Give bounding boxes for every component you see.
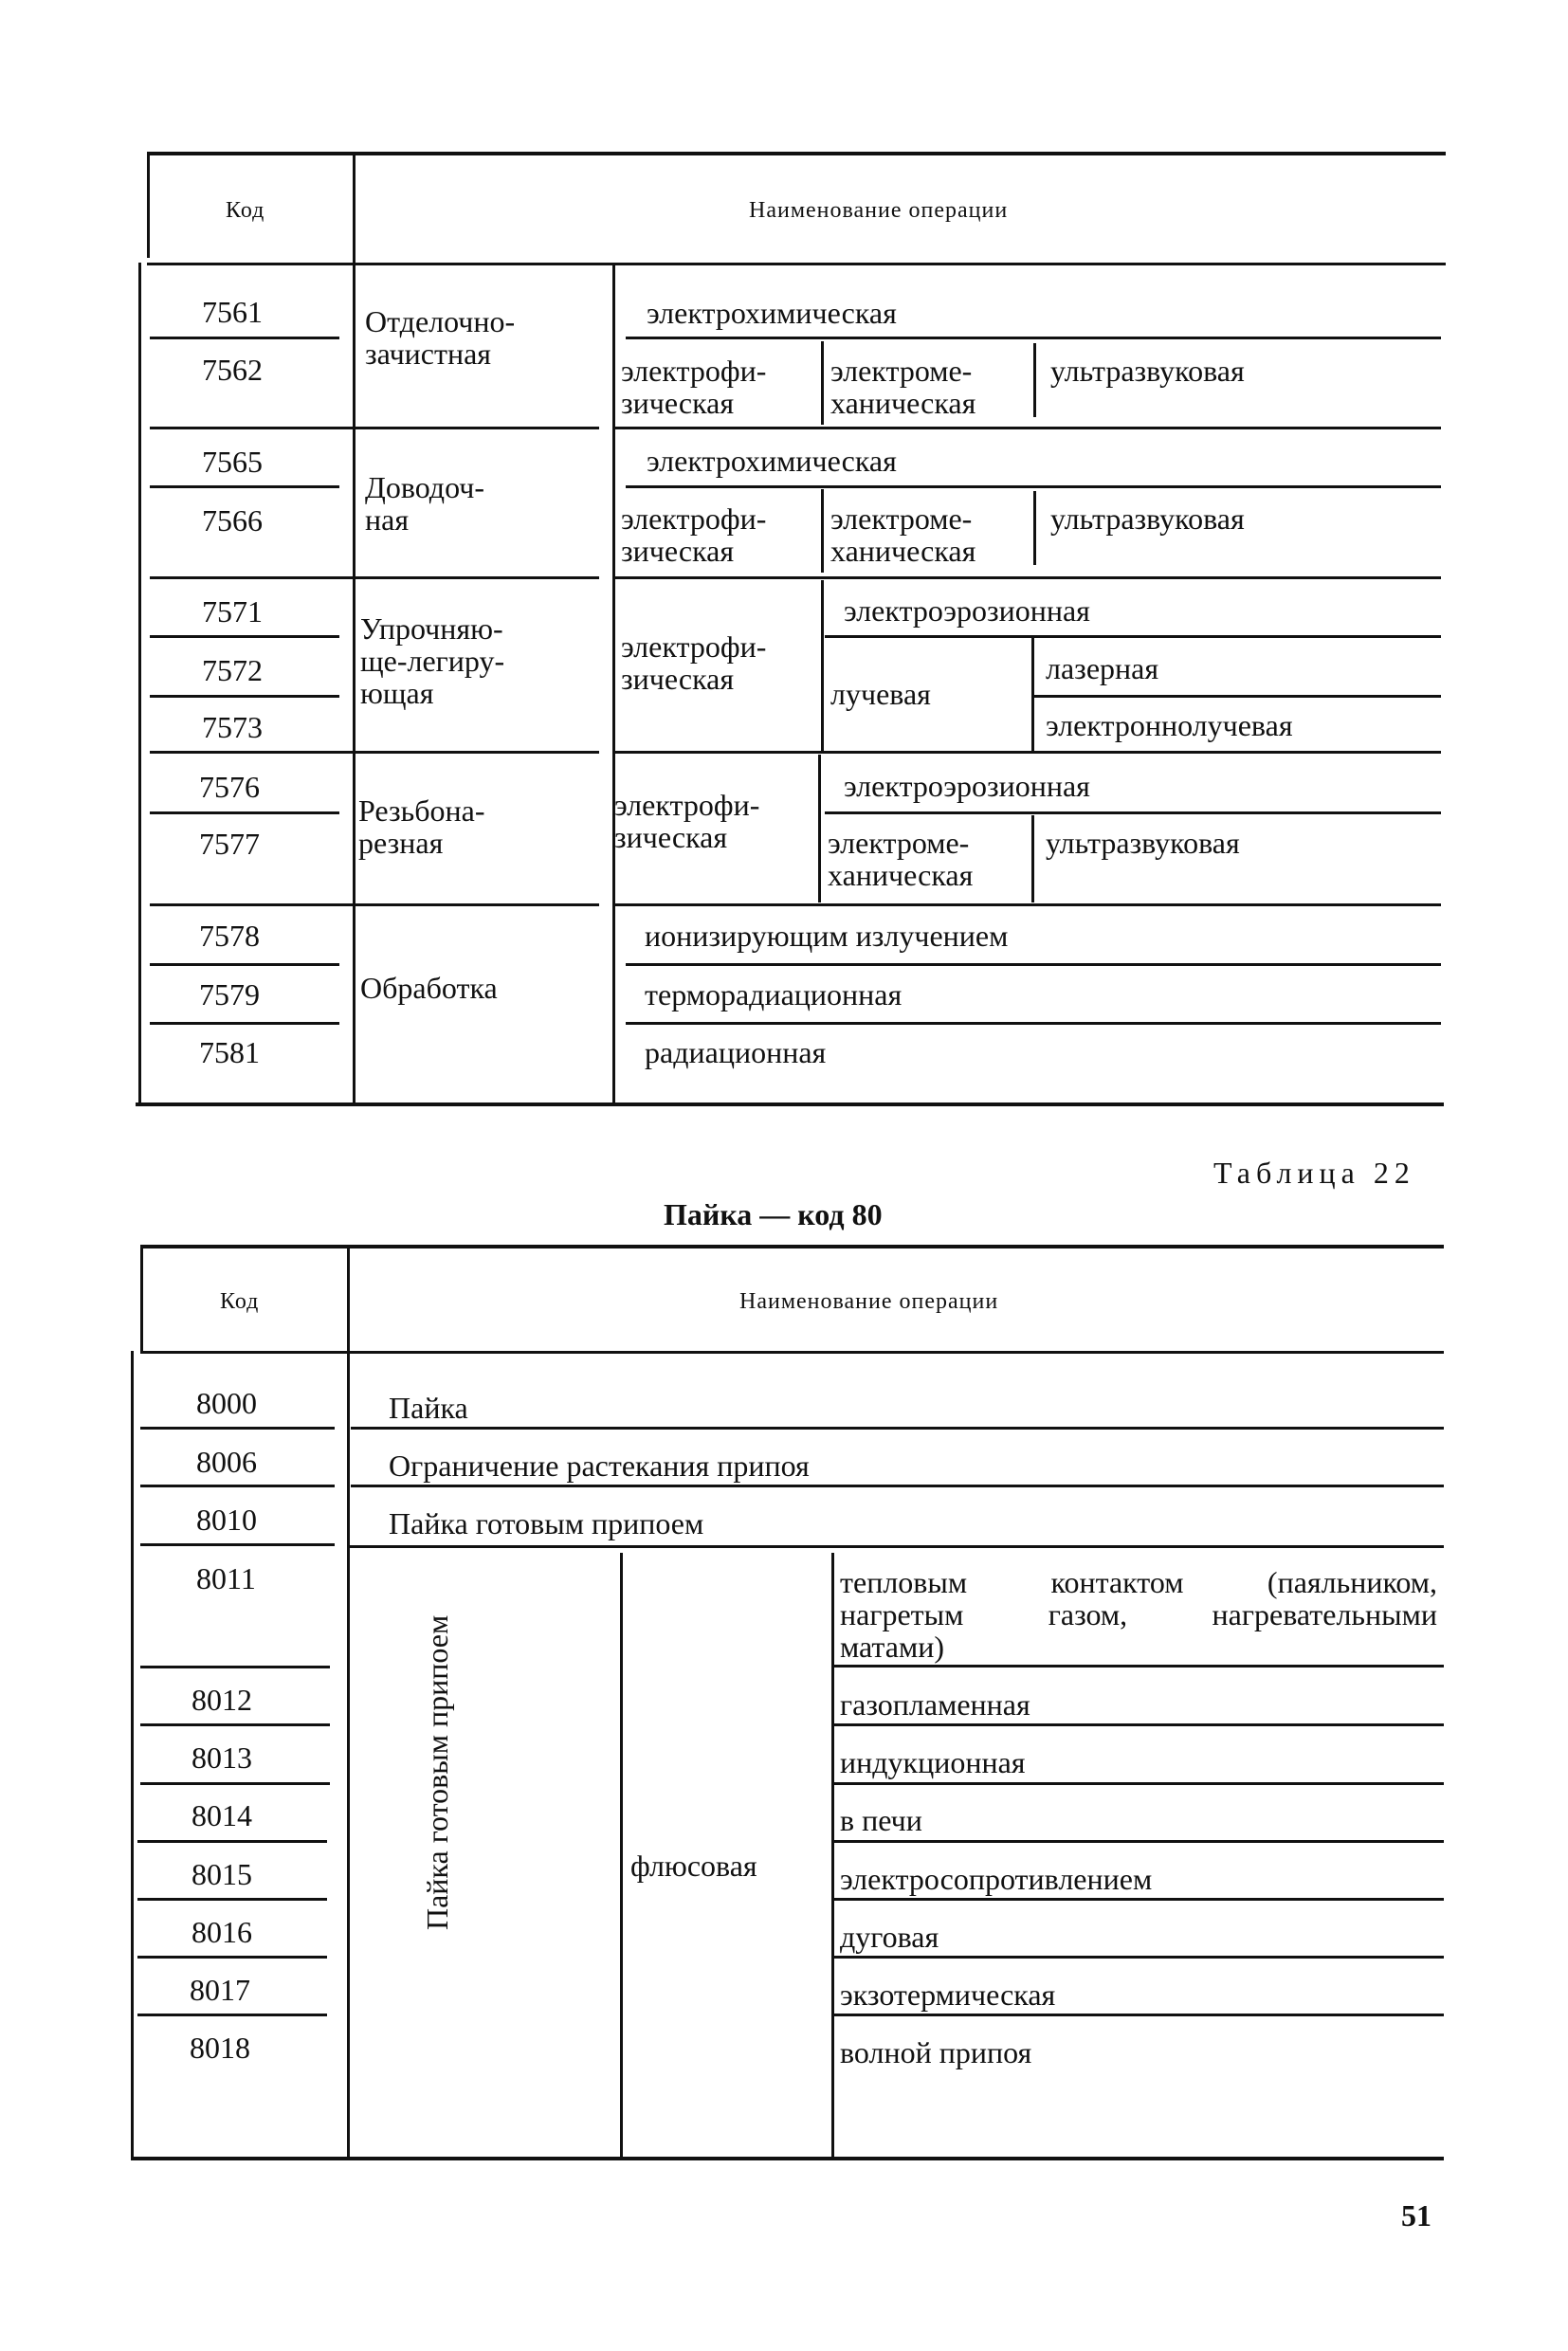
code-cell: 7561 <box>202 295 263 329</box>
row-rule <box>612 576 1441 579</box>
row-rule <box>834 1840 1444 1843</box>
group-label: ще-легиру- <box>360 644 505 678</box>
method-cell: электроннолучевая <box>1046 708 1293 742</box>
method-cell: зическая <box>621 662 735 696</box>
row-rule <box>612 751 1441 754</box>
table-border <box>131 1351 134 2157</box>
row-rule <box>137 1956 327 1959</box>
method-cell: электрохимическая <box>647 296 897 330</box>
row-rule <box>137 1898 327 1901</box>
table-border <box>138 263 141 1103</box>
row-rule <box>140 1485 335 1487</box>
operation-cell: Ограничение растекания припоя <box>389 1449 810 1483</box>
method-cell: электроме- <box>828 826 970 860</box>
table-rule <box>131 2157 1444 2160</box>
method-cell: электроэрозионная <box>844 769 1090 803</box>
method-cell: электроэрозионная <box>844 593 1090 628</box>
code-cell: 7562 <box>202 353 263 387</box>
row-rule <box>140 1427 335 1430</box>
code-cell: 8016 <box>191 1915 252 1949</box>
code-cell: 7573 <box>202 710 263 744</box>
row-rule <box>825 811 1441 814</box>
method-cell: газопламенная <box>840 1687 1030 1722</box>
method-cell: лучевая <box>830 677 931 711</box>
row-rule <box>612 427 1441 429</box>
vertical-group-label: Пайка готовым припоем <box>420 1614 454 1930</box>
code-cell: 7581 <box>199 1035 260 1069</box>
code-cell: 8010 <box>196 1503 257 1537</box>
operation-cell: Пайка <box>389 1391 468 1425</box>
group-label: ющая <box>360 676 434 710</box>
method-cell: матами) <box>840 1630 945 1664</box>
method-cell: ханическая <box>828 858 974 892</box>
code-cell: 8006 <box>196 1445 257 1479</box>
code-cell: 7577 <box>199 827 260 861</box>
method-cell: зическая <box>621 386 735 420</box>
row-rule <box>626 337 1441 339</box>
method-cell: в печи <box>840 1803 922 1837</box>
row-rule <box>834 1956 1444 1959</box>
code-cell: 7576 <box>199 770 260 804</box>
group-label: Упрочняю- <box>360 611 503 646</box>
column-divider <box>1033 343 1036 417</box>
row-rule <box>626 485 1441 488</box>
method-cell: терморадиационная <box>645 977 903 1011</box>
code-cell: 7566 <box>202 503 263 538</box>
column-divider <box>821 489 824 573</box>
group-label: Отделочно- <box>365 304 516 338</box>
method-cell: электрофи- <box>621 629 767 664</box>
column-divider <box>1033 491 1036 565</box>
row-rule <box>825 635 1441 638</box>
group-label: Резьбона- <box>358 793 485 828</box>
code-cell: 7565 <box>202 445 263 479</box>
table-rule <box>140 1351 1444 1354</box>
code-cell: 8017 <box>190 1973 250 2007</box>
method-cell: электрохимическая <box>647 444 897 478</box>
row-rule <box>140 1666 330 1668</box>
row-rule <box>150 485 339 488</box>
group-label: резная <box>358 826 444 860</box>
method-cell: экзотермическая <box>840 1977 1056 2012</box>
header-name: Наименование операции <box>739 1289 999 1314</box>
method-cell: ханическая <box>830 534 976 568</box>
code-cell: 8013 <box>191 1740 252 1775</box>
row-rule <box>137 1840 327 1843</box>
code-cell: 8015 <box>191 1857 252 1891</box>
code-cell: 8000 <box>196 1386 257 1420</box>
code-cell: 7572 <box>202 653 263 687</box>
row-rule <box>150 1022 339 1025</box>
method-cell: электросопротивлением <box>840 1862 1153 1896</box>
method-cell: зическая <box>621 534 735 568</box>
header-code: Код <box>220 1289 260 1314</box>
method-cell: тепловым контактом (паяльником, <box>840 1565 1437 1599</box>
method-cell: ультразвуковая <box>1050 354 1245 388</box>
method-cell: электроме- <box>830 501 973 536</box>
method-cell: ханическая <box>830 386 976 420</box>
row-rule <box>347 1545 1444 1548</box>
method-cell: индукционная <box>840 1745 1026 1779</box>
row-rule <box>353 576 599 579</box>
column-divider <box>821 341 824 425</box>
row-rule <box>150 576 353 579</box>
row-rule <box>150 963 339 966</box>
row-rule <box>834 1723 1444 1726</box>
code-cell: 8018 <box>190 2031 250 2065</box>
column-divider <box>620 1553 623 2157</box>
row-rule <box>612 903 1441 906</box>
table-number: Таблица 22 <box>1213 1156 1415 1190</box>
group-label: Доводоч- <box>365 470 484 504</box>
column-divider <box>821 580 824 751</box>
row-rule <box>150 811 339 814</box>
method-cell: электроме- <box>830 354 973 388</box>
code-cell: 8012 <box>191 1683 252 1717</box>
row-rule <box>150 751 353 754</box>
row-rule <box>150 427 353 429</box>
column-divider <box>818 755 821 902</box>
column-divider <box>347 1247 350 2157</box>
method-cell: электрофи- <box>621 501 767 536</box>
code-cell: 7579 <box>199 977 260 1011</box>
method-cell: ионизирующим излучением <box>645 919 1009 953</box>
table-rule <box>147 263 1446 265</box>
table-title: Пайка — код 80 <box>664 1197 883 1231</box>
method-cell: дуговая <box>840 1920 939 1954</box>
column-divider <box>353 154 356 1103</box>
header-name: Наименование операции <box>749 198 1009 223</box>
code-cell: 7578 <box>199 919 260 953</box>
code-cell: 7571 <box>202 594 263 629</box>
row-rule <box>834 1782 1444 1785</box>
column-divider <box>1031 815 1034 902</box>
method-cell: электрофи- <box>621 354 767 388</box>
row-rule <box>150 903 353 906</box>
group-label: ная <box>365 502 410 537</box>
row-rule <box>834 1898 1444 1901</box>
group-label: зачистная <box>365 337 492 371</box>
row-rule <box>353 751 599 754</box>
column-divider <box>831 1553 834 2157</box>
table-border <box>140 1247 143 1351</box>
row-rule <box>137 2014 327 2016</box>
code-cell: 8014 <box>191 1798 252 1832</box>
method-cell: электрофи- <box>614 788 760 822</box>
row-rule <box>351 1485 1444 1487</box>
table-border <box>147 154 150 258</box>
row-rule <box>150 337 339 339</box>
row-rule <box>834 1665 1444 1668</box>
row-rule <box>834 2014 1444 2016</box>
page-number: 51 <box>1401 2198 1431 2233</box>
table-rule <box>140 1245 1444 1248</box>
method-cell: ультразвуковая <box>1050 501 1245 536</box>
method-cell: нагретым газом, нагревательными <box>840 1597 1437 1631</box>
row-rule <box>150 695 339 698</box>
column-divider <box>1031 637 1034 751</box>
method-cell: волной припоя <box>840 2035 1032 2069</box>
table-rule <box>136 1103 1444 1106</box>
row-rule <box>140 1543 335 1546</box>
method-cell: радиационная <box>645 1035 827 1069</box>
header-code: Код <box>226 198 265 223</box>
row-rule <box>140 1723 330 1726</box>
column-divider <box>612 263 615 1103</box>
flux-cell: флюсовая <box>630 1849 757 1883</box>
row-rule <box>351 1427 1444 1430</box>
row-rule <box>1031 695 1441 698</box>
row-rule <box>353 903 599 906</box>
method-cell: зическая <box>614 820 728 854</box>
row-rule <box>353 427 599 429</box>
group-label: Обработка <box>360 971 498 1005</box>
method-cell: ультразвуковая <box>1046 826 1240 860</box>
code-cell: 8011 <box>196 1561 256 1595</box>
row-rule <box>626 963 1441 966</box>
operation-cell: Пайка готовым припоем <box>389 1506 704 1540</box>
row-rule <box>150 635 339 638</box>
row-rule <box>140 1782 330 1785</box>
row-rule <box>626 1022 1441 1025</box>
table-rule <box>147 152 1446 155</box>
method-cell: лазерная <box>1046 651 1159 685</box>
